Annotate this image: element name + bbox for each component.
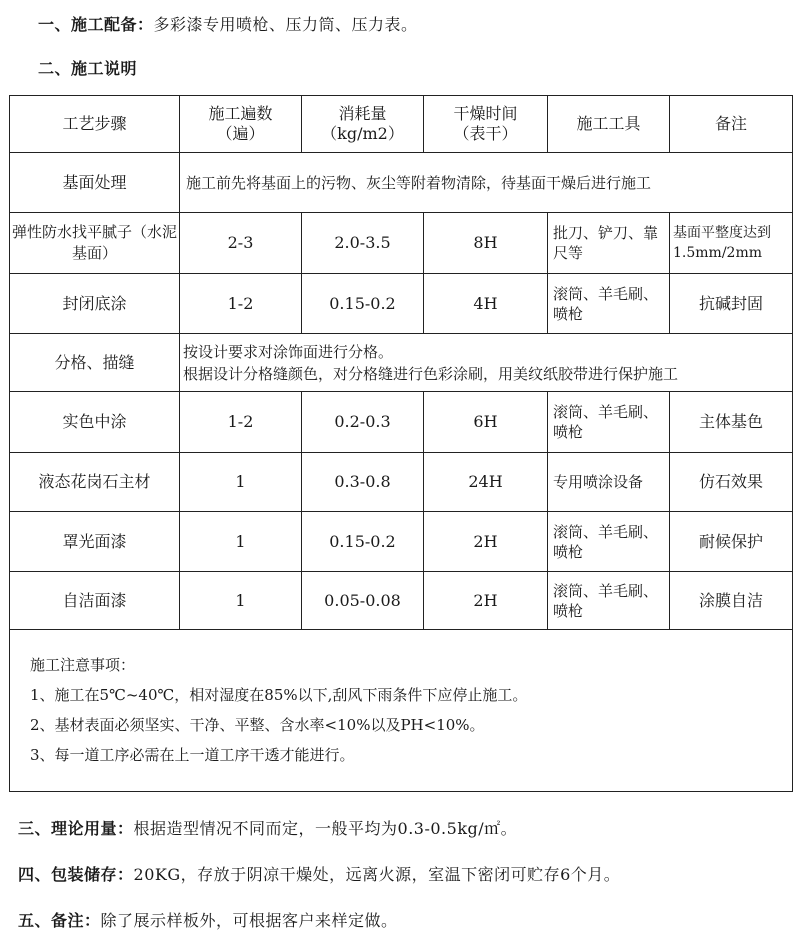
cell-step: 分格、描缝	[10, 334, 180, 392]
section-equipment-label: 一、施工配备：	[38, 15, 154, 34]
cell-consumption: 0.05-0.08	[302, 572, 424, 630]
header-dry-time: 干燥时间 （表干）	[424, 96, 548, 153]
cell-tools: 滚筒、羊毛刷、喷枪	[548, 274, 670, 334]
cell-tools: 批刀、铲刀、靠尺等	[548, 213, 670, 274]
note-3: 3、每一道工序必需在上一道工序干透才能进行。	[30, 746, 355, 764]
cell-consumption: 0.15-0.2	[302, 274, 424, 334]
section-packaging-text: 20KG，存放于阴凉干燥处，远离火源，室温下密闭可贮存6个月。	[133, 865, 621, 884]
cell-remark: 仿石效果	[670, 453, 793, 512]
cell-tools: 滚筒、羊毛刷、喷枪	[548, 392, 670, 453]
cell-consumption: 0.3-0.8	[302, 453, 424, 512]
cell-remark: 主体基色	[670, 392, 793, 453]
note-2: 2、基材表面必须坚实、干净、平整、含水率<10%以及PH<10%。	[30, 716, 485, 734]
header-step: 工艺步骤	[10, 96, 180, 153]
section-instructions	[38, 56, 137, 79]
notes-title: 施工注意事项：	[30, 656, 136, 674]
section-packaging	[18, 862, 620, 885]
cell-step: 实色中涂	[10, 392, 180, 453]
cell-step: 罩光面漆	[10, 512, 180, 572]
header-tools: 施工工具	[548, 96, 670, 153]
construction-table	[9, 95, 793, 792]
cell-step: 自洁面漆	[10, 572, 180, 630]
header-passes: 施工遍数 （遍）	[180, 96, 302, 153]
table-row	[10, 334, 793, 392]
cell-dry-time: 6H	[424, 392, 548, 453]
cell-passes: 1	[180, 453, 302, 512]
section-remarks-text: 除了展示样板外，可根据客户来样定做。	[100, 911, 398, 930]
cell-remark: 抗碱封固	[670, 274, 793, 334]
cell-step: 封闭底涂	[10, 274, 180, 334]
cell-remark: 基面平整度达到1.5mm/2mm	[670, 213, 793, 274]
cell-step: 弹性防水找平腻子（水泥基面）	[10, 213, 180, 274]
table-row	[10, 153, 793, 213]
section-instructions-label: 二、施工说明	[38, 59, 138, 78]
cell-step: 液态花岗石主材	[10, 453, 180, 512]
table-row	[10, 274, 793, 334]
cell-dry-time: 24H	[424, 453, 548, 512]
table-row	[10, 572, 793, 630]
span-line-2: 根据设计分格缝颜色，对分格缝进行色彩涂刷，用美纹纸胶带进行保护施工	[183, 364, 679, 383]
cell-passes: 1-2	[180, 274, 302, 334]
cell-passes: 1	[180, 512, 302, 572]
cell-span-description	[180, 334, 793, 392]
cell-remark: 涂膜自洁	[670, 572, 793, 630]
header-remark: 备注	[670, 96, 793, 153]
section-remarks	[18, 908, 398, 931]
cell-consumption: 0.15-0.2	[302, 512, 424, 572]
cell-dry-time: 4H	[424, 274, 548, 334]
cell-dry-time: 2H	[424, 572, 548, 630]
table-row	[10, 453, 793, 512]
cell-span-description: 施工前先将基面上的污物、灰尘等附着物清除，待基面干燥后进行施工	[180, 153, 793, 213]
note-1: 1、施工在5℃~40℃，相对湿度在85%以下,刮风下雨条件下应停止施工。	[30, 686, 528, 704]
table-header-row	[10, 96, 793, 153]
section-equipment	[38, 12, 418, 35]
cell-passes: 1	[180, 572, 302, 630]
cell-dry-time: 2H	[424, 512, 548, 572]
cell-dry-time: 8H	[424, 213, 548, 274]
construction-notes	[10, 630, 793, 792]
section-usage-label: 三、理论用量：	[18, 819, 134, 838]
section-packaging-label: 四、包装储存：	[18, 865, 134, 884]
span-line-1: 按设计要求对涂饰面进行分格。	[183, 342, 394, 361]
header-consumption: 消耗量 （kg/m2）	[302, 96, 424, 153]
section-remarks-label: 五、备注：	[18, 911, 101, 930]
cell-consumption: 0.2-0.3	[302, 392, 424, 453]
table-notes-row	[10, 630, 793, 792]
section-usage	[18, 816, 517, 839]
cell-tools: 滚筒、羊毛刷、喷枪	[548, 512, 670, 572]
section-equipment-text: 多彩漆专用喷枪、压力筒、压力表。	[153, 15, 418, 34]
table-row	[10, 392, 793, 453]
cell-consumption: 2.0-3.5	[302, 213, 424, 274]
cell-step: 基面处理	[10, 153, 180, 213]
cell-tools: 滚筒、羊毛刷、喷枪	[548, 572, 670, 630]
cell-passes: 1-2	[180, 392, 302, 453]
cell-tools: 专用喷涂设备	[548, 453, 670, 512]
cell-remark: 耐候保护	[670, 512, 793, 572]
section-usage-text: 根据造型情况不同而定，一般平均为0.3-0.5kg/㎡。	[133, 819, 518, 838]
table-row	[10, 512, 793, 572]
cell-passes: 2-3	[180, 213, 302, 274]
table-row	[10, 213, 793, 274]
